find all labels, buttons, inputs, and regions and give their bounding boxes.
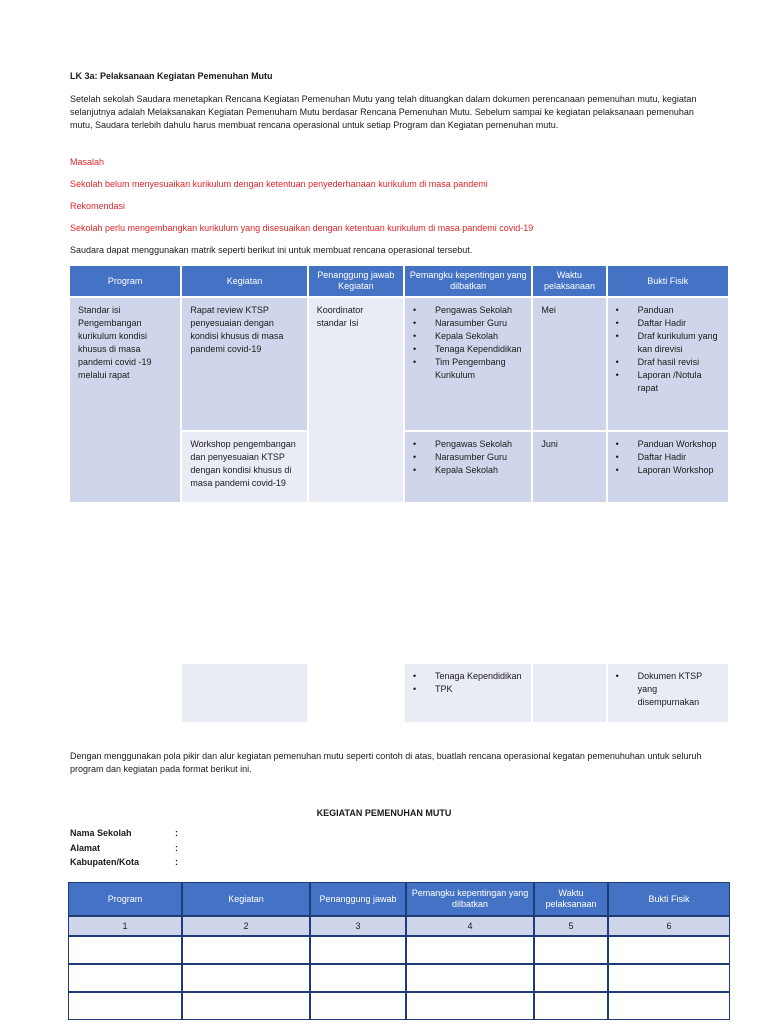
blank-waktu-cell: [533, 664, 605, 722]
field-kabupaten-kota: Kabupaten/Kota: [70, 857, 140, 867]
list-item: • Panduan: [616, 304, 720, 317]
form-empty-cell[interactable]: [406, 936, 534, 964]
form-empty-cell[interactable]: [182, 936, 310, 964]
list-item: • Pengawas Sekolah: [413, 438, 523, 451]
matrix-row: [70, 298, 728, 430]
list-item: • Draf hasil revisi: [616, 356, 720, 369]
form-empty-cell[interactable]: [68, 936, 182, 964]
matrix-intro: Saudara dapat menggunakan matrik seperti berikut ini untuk membuat rencana operasional tersebut.: [70, 245, 473, 255]
cell-kegiatan-2: Workshop pengembangan dan penyesuaian KTSP dengan kondisi khusus di masa pandemi covid-19: [182, 432, 306, 502]
list-item: • Laporan Workshop: [616, 464, 720, 477]
form-empty-cell[interactable]: [406, 992, 534, 1020]
cell-pemangku-1: [405, 298, 531, 430]
cell-program: Standar isi Pengembangan kurikulum kondisi khusus di masa pandemi covid -19 melalui rapat: [70, 298, 180, 502]
cell-waktu-1: Mei: [533, 298, 605, 430]
cell-waktu-2: Juni: [533, 432, 605, 502]
form-header-penanggung-jawab: Penanggung jawab: [310, 882, 406, 916]
blank-kegiatan-cell: [182, 664, 306, 722]
column-number: 3: [310, 916, 406, 936]
field-colon: :: [175, 843, 178, 853]
form-empty-cell[interactable]: [68, 992, 182, 1020]
column-number: 5: [534, 916, 608, 936]
blank-cell: [70, 664, 180, 722]
form-empty-cell[interactable]: [534, 936, 608, 964]
masalah-text: Sekolah belum menyesuaikan kurikulum dengan ketentuan penyederhanaan kurikulum di masa pandemi: [70, 179, 488, 189]
list-item: • Kepala Sekolah: [413, 464, 523, 477]
field-colon: :: [175, 857, 178, 867]
form-empty-cell[interactable]: [608, 936, 730, 964]
header-program: Program: [70, 266, 180, 296]
form-table: [68, 882, 730, 1020]
list-item: • Daftar Hadir: [616, 451, 720, 464]
cell-bukti-cont: [608, 664, 728, 722]
example-matrix-table: [68, 264, 730, 504]
field-colon: :: [175, 828, 178, 838]
form-empty-cell[interactable]: [534, 964, 608, 992]
column-number: 1: [68, 916, 182, 936]
list-item: • Kepala Sekolah: [413, 330, 523, 343]
rekomendasi-label: Rekomendasi: [70, 201, 126, 211]
list-item: • Dokumen KTSP yang disempurnakan: [616, 670, 720, 709]
rekomendasi-text: Sekolah perlu mengembangkan kurikulum yang disesuaikan dengan ketentuan kurikulum di masa pandemi covid-19: [70, 223, 534, 233]
blank-cell: [309, 664, 403, 722]
header-waktu: Waktu pelaksanaan: [533, 266, 605, 296]
list-item: • Draf kurikulum yang kan direvisi: [616, 330, 720, 356]
form-empty-cell[interactable]: [534, 992, 608, 1020]
form-empty-row: [68, 936, 730, 964]
field-alamat: Alamat: [70, 843, 101, 853]
list-item: • TPK: [413, 683, 523, 696]
list-item: • Tenaga Kependidikan: [413, 343, 523, 356]
field-nama-sekolah: Nama Sekolah: [70, 828, 132, 838]
form-header-waktu: Waktu pelaksanaan: [534, 882, 608, 916]
column-number: 6: [608, 916, 730, 936]
form-title: KEGIATAN PEMENUHAN MUTU: [316, 808, 452, 818]
list-item: • Panduan Workshop: [616, 438, 720, 451]
form-empty-row: [68, 992, 730, 1020]
worksheet-title: LK 3a: Pelaksanaan Kegiatan Pemenuhan Mutu: [70, 71, 273, 81]
list-item: • Narasumber Guru: [413, 317, 523, 330]
cell-bukti-1: [608, 298, 728, 430]
form-empty-cell[interactable]: [182, 992, 310, 1020]
cell-pemangku-2: [405, 432, 531, 502]
list-item: • Narasumber Guru: [413, 451, 523, 464]
list-item: • Pengawas Sekolah: [413, 304, 523, 317]
column-number: 2: [182, 916, 310, 936]
outro-paragraph: Dengan menggunakan pola pikir dan alur kegiatan pemenuhan mutu seperti contoh di atas, buatlah rencana operasional kegatan pemenuhuhan untuk seluruh program dan kegiatan pada format berikut ini.: [70, 751, 702, 774]
header-bukti-fisik: Bukti Fisik: [608, 266, 728, 296]
list-item: • Daftar Hadir: [616, 317, 720, 330]
header-pemangku: Pemangku kepentingan yang dilbatkan: [405, 266, 531, 296]
cell-bukti-2: [608, 432, 728, 502]
list-item: • Tenaga Kependidikan: [413, 670, 523, 683]
matrix-header-row: [70, 266, 728, 296]
form-header-program: Program: [68, 882, 182, 916]
form-empty-cell[interactable]: [182, 964, 310, 992]
form-header-pemangku: Pemangku kepentingan yang dilbatkan: [406, 882, 534, 916]
form-header-bukti-fisik: Bukti Fisik: [608, 882, 730, 916]
form-empty-cell[interactable]: [406, 964, 534, 992]
cell-penanggung-jawab: Koordinator standar Isi: [309, 298, 403, 502]
list-item: • Laporan /Notula rapat: [616, 369, 720, 395]
form-empty-cell[interactable]: [310, 964, 406, 992]
masalah-label: Masalah: [70, 157, 105, 167]
header-penanggung-jawab: Penanggung jawab Kegiatan: [309, 266, 403, 296]
form-empty-cell[interactable]: [68, 964, 182, 992]
form-empty-cell[interactable]: [608, 992, 730, 1020]
form-header-row: [68, 882, 730, 916]
column-number: 4: [406, 916, 534, 936]
intro-paragraph: Setelah sekolah Saudara menetapkan Rencana Kegiatan Pemenuhan Mutu yang telah dituangkan dalam dokumen perencanaan pemenuhan mutu, kegiatan selanjutnya adalah Melaksanakan Kegiatan Pemenuham Mutu berdasar Rencana Pemenuhan Mutu. Sebelum sampai ke kegiatan pelaksanaan pemenuhan mutu, Saudara terlebih dahulu harus membuat rencana operasional untuk setiap Program dan Kegiatan pemenuhan mutu.: [70, 94, 697, 130]
form-empty-cell[interactable]: [608, 964, 730, 992]
matrix-continuation-table: [68, 662, 730, 724]
cell-kegiatan-1: Rapat review KTSP penyesuaian dengan kondisi khusus di masa pandemi covid-19: [182, 298, 306, 430]
cell-pemangku-cont: [405, 664, 531, 722]
form-empty-cell[interactable]: [310, 936, 406, 964]
form-number-row: [68, 916, 730, 936]
form-empty-row: [68, 964, 730, 992]
matrix-row: [70, 664, 728, 722]
list-item: • Tim Pengembang Kurikulum: [413, 356, 523, 382]
header-kegiatan: Kegiatan: [182, 266, 306, 296]
form-header-kegiatan: Kegiatan: [182, 882, 310, 916]
form-empty-cell[interactable]: [310, 992, 406, 1020]
